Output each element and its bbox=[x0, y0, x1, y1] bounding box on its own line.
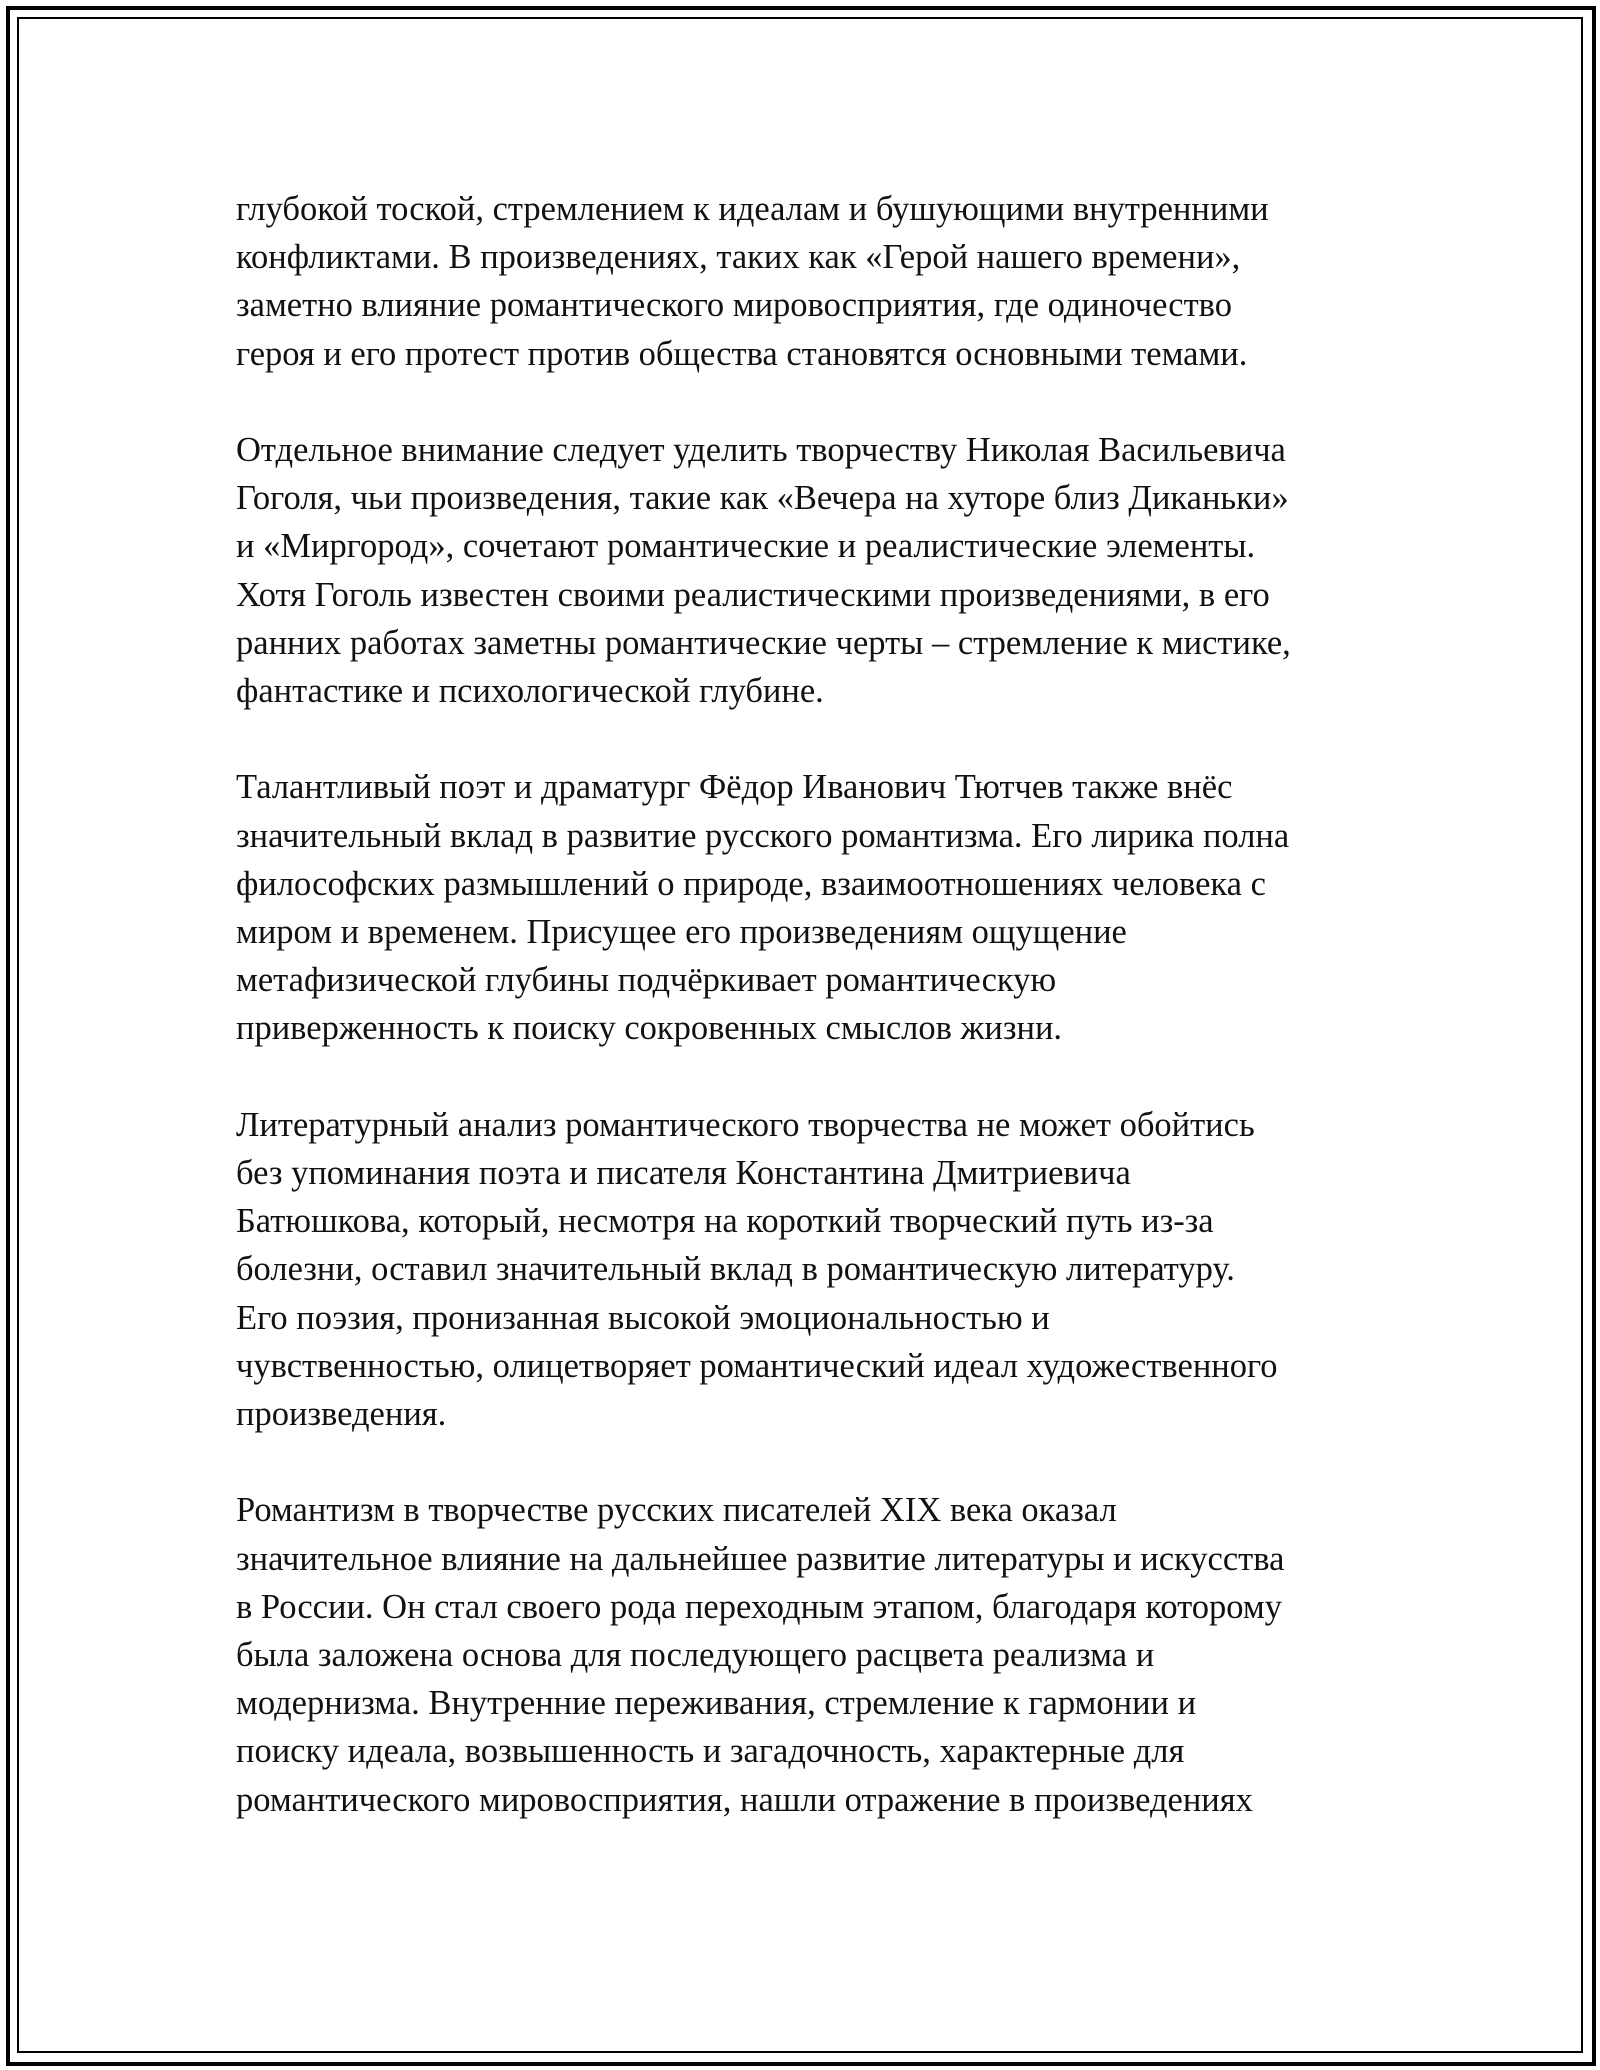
text-line: глубокой тоской, стремлением к идеалам и бушующими внутренними bbox=[236, 190, 1269, 228]
text-line: болезни, оставил значительный вклад в романтическую литературу. bbox=[236, 1250, 1235, 1289]
paragraph-5 bbox=[236, 1486, 1376, 1823]
text-line: Батюшкова, который, несмотря на короткий творческий путь из-за bbox=[236, 1202, 1214, 1241]
text-line: значительный вклад в развитие русского романтизма. Его лирика полна bbox=[236, 816, 1290, 855]
text-line: значительное влияние на дальнейшее развитие литературы и искусства bbox=[236, 1539, 1285, 1578]
text-line: Литературный анализ романтического творчества не может обойтись bbox=[236, 1105, 1255, 1144]
text-line: без упоминания поэта и писателя Константина Дмитриевича bbox=[236, 1154, 1131, 1193]
text-line: и «Миргород», сочетают романтические и реалистические элементы. bbox=[236, 527, 1256, 566]
paragraph-1 bbox=[236, 185, 1376, 378]
text-line: модернизма. Внутренние переживания, стремление к гармонии и bbox=[236, 1684, 1197, 1723]
text-line: заметно влияние романтического мировосприятия, где одиночество bbox=[236, 286, 1232, 325]
text-line: поиску идеала, возвышенность и загадочность, характерные для bbox=[236, 1732, 1185, 1771]
document-body bbox=[236, 185, 1376, 1872]
text-line: романтического мировосприятия, нашли отражение в произведениях bbox=[236, 1780, 1253, 1819]
paragraph-4 bbox=[236, 1101, 1376, 1438]
text-line: Талантливый поэт и драматург Фёдор Иванович Тютчев также внёс bbox=[236, 768, 1233, 807]
text-line: конфликтами. В произведениях, таких как «Герой нашего времени», bbox=[236, 238, 1241, 277]
text-line: Гоголя, чьи произведения, такие как «Вечера на хуторе близ Диканьки» bbox=[236, 479, 1289, 518]
text-line: философских размышлений о природе, взаимоотношениях человека с bbox=[236, 864, 1266, 903]
text-line: произведения. bbox=[236, 1395, 447, 1434]
text-line: героя и его протест против общества становятся основными темами. bbox=[236, 334, 1248, 373]
text-line: Отдельное внимание следует уделить творчеству Николая Васильевича bbox=[236, 431, 1286, 469]
paragraph-3 bbox=[236, 763, 1376, 1052]
text-line: в России. Он стал своего рода переходным этапом, благодаря которому bbox=[236, 1587, 1282, 1626]
text-line: была заложена основа для последующего расцвета реализма и bbox=[236, 1636, 1155, 1675]
text-line: приверженность к поиску сокровенных смыслов жизни. bbox=[236, 1009, 1063, 1048]
text-line: ранних работах заметны романтические черты – стремление к мистике, bbox=[236, 623, 1291, 662]
paragraph-2 bbox=[236, 426, 1376, 715]
text-line: Романтизм в творчестве русских писателей XIX века оказал bbox=[236, 1491, 1117, 1530]
text-line: чувственностью, олицетворяет романтический идеал художественного bbox=[236, 1346, 1278, 1385]
text-line: метафизической глубины подчёркивает романтическую bbox=[236, 961, 1057, 1000]
text-line: Хотя Гоголь известен своими реалистическими произведениями, в его bbox=[236, 575, 1270, 614]
text-line: Его поэзия, пронизанная высокой эмоциональностью и bbox=[236, 1298, 1050, 1337]
text-line: фантастике и психологической глубине. bbox=[236, 672, 824, 711]
text-line: миром и временем. Присущее его произведениям ощущение bbox=[236, 913, 1127, 952]
